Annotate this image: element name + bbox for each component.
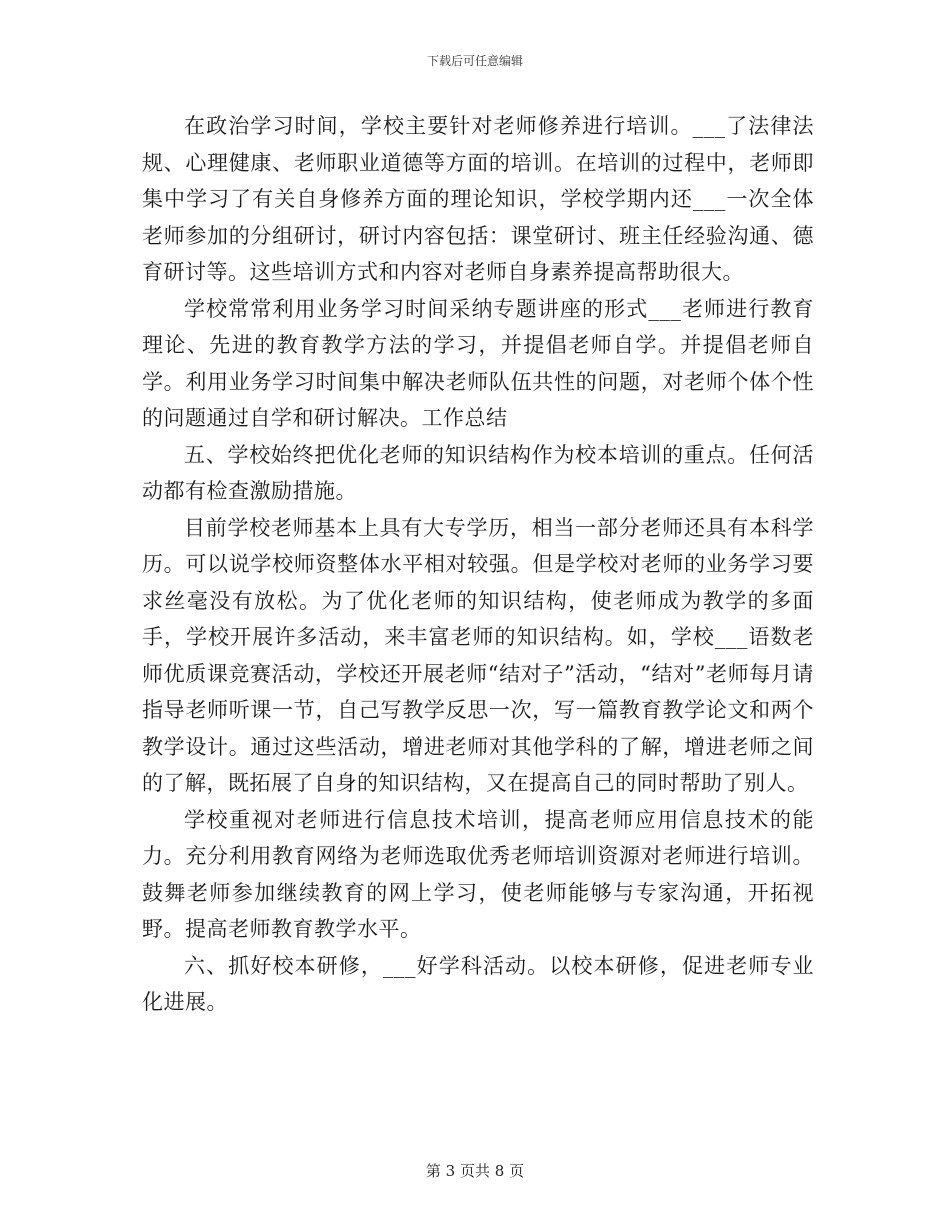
paragraph: 在政治学习时间，学校主要针对老师修养进行培训。___了法律法规、心理健康、老师职业道德等方面的培训。在培训的过程中，老师即集中学习了有关自身修养方面的理论知识，学校学期内还___一次全体老师参加的分组研讨，研讨内容包括：课堂研讨、班主任经验沟通、德育研讨等。这些培训方式和内容对老师自身素养提高帮助很大。 (142, 114, 814, 284)
page-number: 第 3 页共 8 页 (425, 1162, 525, 1180)
page-header: 下载后可任意编辑 (426, 54, 523, 68)
paragraph: 学校常常利用业务学习时间采纳专题讲座的形式___老师进行教育理论、先进的教育教学方法的学习，并提倡老师自学。并提倡老师自学。利用业务学习时间集中解决老师队伍共性的问题，对老师个体个性的问题通过自学和研讨解决。工作总结 (142, 296, 814, 430)
paragraph: 五、学校始终把优化老师的知识结构作为校本培训的重点。任何活动都有检查激励措施。 (142, 442, 814, 503)
document-body (142, 108, 814, 1021)
paragraph: 目前学校老师基本上具有大专学历，相当一部分老师还具有本科学历。可以说学校师资整体水平相对较强。但是学校对老师的业务学习要求丝毫没有放松。为了优化老师的知识结构，使老师成为教学的多面手，学校开展许多活动，来丰富老师的知识结构。如，学校___语数老师优质课竞赛活动，学校还开展老师“结对子”活动，“结对”老师每月请指导老师听课一节，自己写教学反思一次，写一篇教育教学论文和两个教学设计。通过这些活动，增进老师对其他学科的了解，增进老师之间的了解，既拓展了自身的知识结构，又在提高自己的同时帮助了别人。 (142, 515, 814, 795)
paragraph: 学校重视对老师进行信息技术培训，提高老师应用信息技术的能力。充分利用教育网络为老师选取优秀老师培训资源对老师进行培训。鼓舞老师参加继续教育的网上学习，使老师能够与专家沟通，开拓视野。提高老师教育教学水平。 (142, 807, 814, 941)
paragraph: 六、抓好校本研修，___好学科活动。以校本研修，促进老师专业化进展。 (142, 953, 814, 1014)
